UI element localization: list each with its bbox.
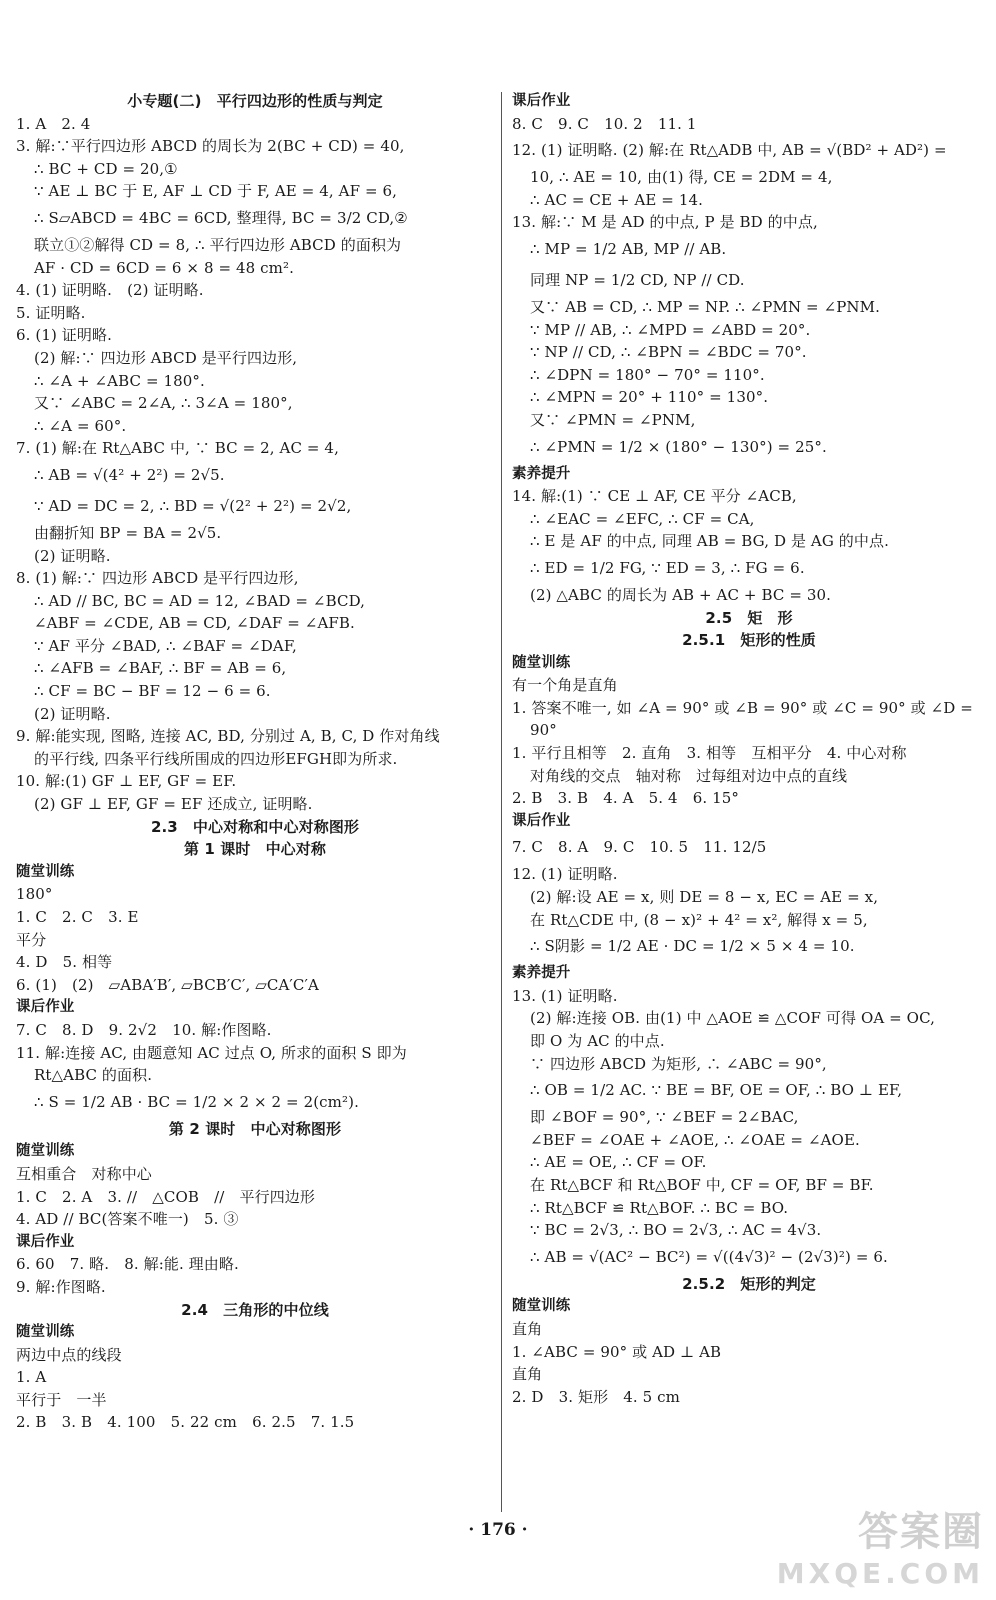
- right-line: 13. (1) 证明略.: [512, 986, 618, 1005]
- right-line: 2. B 3. B 4. A 5. 4 6. 15°: [512, 789, 740, 808]
- right-heading: 2.5.2 矩形的判定: [682, 1274, 816, 1293]
- left-line: (2) 证明略.: [34, 704, 111, 723]
- left-line: 4. (1) 证明略. (2) 证明略.: [16, 281, 204, 300]
- left-line: ∴ S▱ABCD = 4BC = 6CD, 整理得, BC = 3/2 CD,②: [34, 208, 408, 227]
- left-line: 平行于 一半: [16, 1390, 107, 1409]
- left-line: (2) 证明略.: [34, 546, 111, 565]
- left-heading: 随堂训练: [16, 1143, 75, 1160]
- left-line: ∵ AF 平分 ∠BAD, ∴ ∠BAF = ∠DAF,: [34, 636, 297, 655]
- right-line: ∴ ∠EAC = ∠EFC, ∴ CF = CA,: [530, 509, 755, 528]
- right-line: ∵ BC = 2√3, ∴ BO = 2√3, ∴ AC = 4√3.: [530, 1221, 822, 1240]
- left-line: ∵ AE ⊥ BC 于 E, AF ⊥ CD 于 F, AE = 4, AF = 6,: [34, 182, 397, 201]
- column-divider: [501, 92, 502, 1512]
- left-line: 互相重合 对称中心: [16, 1164, 152, 1183]
- left-line: 10. 解:(1) GF ⊥ EF, GF = EF.: [16, 772, 237, 791]
- right-line: ∵ NP // CD, ∴ ∠BPN = ∠BDC = 70°.: [530, 343, 807, 362]
- right-line: 8. C 9. C 10. 2 11. 1: [512, 114, 697, 133]
- left-line: 7. (1) 解:在 Rt△ABC 中, ∵ BC = 2, AC = 4,: [16, 439, 339, 458]
- left-line: ∴ AD // BC, BC = AD = 12, ∠BAD = ∠BCD,: [34, 591, 366, 610]
- right-line: ∴ ∠MPN = 20° + 110° = 130°.: [530, 388, 769, 407]
- left-line: 6. (1) 证明略.: [16, 326, 112, 345]
- right-line: ∴ Rt△BCF ≌ Rt△BOF. ∴ BC = BO.: [530, 1198, 789, 1217]
- watermark: [777, 1500, 984, 1590]
- left-line: 8. (1) 解:∵ 四边形 ABCD 是平行四边形,: [16, 569, 299, 588]
- left-heading: 随堂训练: [16, 1324, 75, 1341]
- left-line: AF · CD = 6CD = 6 × 8 = 48 cm².: [34, 258, 294, 277]
- left-line: 11. 解:连接 AC, 由题意知 AC 过点 O, 所求的面积 S 即为: [16, 1043, 407, 1062]
- right-heading: 课后作业: [512, 93, 571, 109]
- right-line: 直角: [512, 1319, 543, 1338]
- right-line: ∠BEF = ∠OAE + ∠AOE, ∴ ∠OAE = ∠AOE.: [530, 1130, 860, 1149]
- left-line: 联立①②解得 CD = 8, ∴ 平行四边形 ABCD 的面积为: [34, 235, 402, 254]
- right-heading: 2.5 矩 形: [705, 608, 793, 627]
- left-line: ∴ ∠A = 60°.: [34, 416, 127, 435]
- left-line: 两边中点的线段: [16, 1345, 122, 1364]
- right-line: ∴ OB = 1/2 AC. ∵ BE = BF, OE = OF, ∴ BO ⊥ EF,: [530, 1081, 903, 1100]
- right-line: 同理 NP = 1/2 CD, NP // CD.: [530, 270, 745, 289]
- right-line: ∴ E 是 AF 的中点, 同理 AB = BG, D 是 AG 的中点.: [530, 532, 889, 551]
- left-line: (2) GF ⊥ EF, GF = EF 还成立, 证明略.: [34, 795, 313, 814]
- left-line: 9. 解:能实现, 图略, 连接 AC, BD, 分别过 A, B, C, D 作对角线: [16, 727, 440, 746]
- left-line: 1. C 2. A 3. // △COB // 平行四边形: [16, 1187, 315, 1206]
- page-number: · 176 ·: [468, 1520, 528, 1540]
- right-line: 12. (1) 证明略.: [512, 865, 618, 884]
- right-line: (2) 解:连接 OB. 由(1) 中 △AOE ≌ △COF 可得 OA = OC,: [530, 1009, 935, 1028]
- right-heading: 随堂训练: [512, 1298, 571, 1315]
- left-heading: 第 1 课时 中心对称: [184, 840, 326, 859]
- left-heading: 随堂训练: [16, 863, 75, 880]
- left-line: 4. AD // BC(答案不唯一) 5. ③: [16, 1210, 239, 1229]
- right-line: 即 O 为 AC 的中点.: [530, 1032, 665, 1050]
- right-line: 14. 解:(1) ∵ CE ⊥ AF, CE 平分 ∠ACB,: [512, 487, 797, 506]
- right-line: 在 Rt△BCF 和 Rt△BOF 中, CF = OF, BF = BF.: [530, 1175, 874, 1194]
- right-line: ∴ ED = 1/2 FG, ∵ ED = 3, ∴ FG = 6.: [530, 558, 805, 577]
- right-line: 13. 解:∵ M 是 AD 的中点, P 是 BD 的中点,: [512, 213, 818, 232]
- left-line: 5. 证明略.: [16, 303, 86, 322]
- left-heading: 课后作业: [16, 1233, 75, 1250]
- right-heading: 随堂训练: [512, 654, 571, 671]
- right-line: 1. 答案不唯一, 如 ∠A = 90° 或 ∠B = 90° 或 ∠C = 90° 或 ∠D =: [512, 698, 973, 717]
- watermark-logo-text: 答案圈: [858, 1509, 984, 1555]
- left-line: 平分: [16, 930, 47, 949]
- right-line: 12. (1) 证明略. (2) 解:在 Rt△ADB 中, AB = √(BD² + AD²) =: [512, 141, 947, 160]
- right-heading: 课后作业: [512, 812, 571, 829]
- left-heading: 2.3 中心对称和中心对称图形: [150, 817, 360, 836]
- left-line: 1. C 2. C 3. E: [16, 908, 139, 926]
- right-line: 又∵ ∠PMN = ∠PNM,: [530, 410, 696, 429]
- right-line: 7. C 8. A 9. C 10. 5 11. 12/5: [512, 838, 767, 857]
- left-line: ∴ CF = BC − BF = 12 − 6 = 6.: [34, 682, 271, 701]
- left-heading: 课后作业: [16, 999, 75, 1016]
- right-line: ∴ S阴影 = 1/2 AE · DC = 1/2 × 5 × 4 = 10.: [530, 937, 855, 956]
- left-line: 2. B 3. B 4. 100 5. 22 cm 6. 2.5 7. 1.5: [16, 1413, 355, 1432]
- left-heading: 2.4 三角形的中位线: [181, 1300, 329, 1319]
- watermark-url: MXQE.COM: [776, 1557, 984, 1590]
- left-line: ∵ AD = DC = 2, ∴ BD = √(2² + 2²) = 2√2,: [34, 496, 352, 515]
- left-line: 6. 60 7. 略. 8. 解:能. 理由略.: [16, 1255, 239, 1274]
- left-line: ∴ BC + CD = 20,①: [34, 159, 178, 178]
- right-line: ∴ AC = CE + AE = 14.: [530, 190, 703, 209]
- left-line: 6. (1) (2) ▱ABA′B′, ▱BCB′C′, ▱CA′C′A: [16, 975, 319, 994]
- right-line: 2. D 3. 矩形 4. 5 cm: [512, 1387, 681, 1406]
- left-line: 1. A 2. 4: [16, 114, 91, 133]
- left-line: 9. 解:作图略.: [16, 1277, 106, 1296]
- left-column: [16, 90, 494, 1434]
- right-line: 即 ∠BOF = 90°, ∵ ∠BEF = 2∠BAC,: [530, 1108, 799, 1127]
- right-line: 在 Rt△CDE 中, (8 − x)² + 4² = x², 解得 x = 5,: [530, 910, 868, 929]
- right-line: (2) 解:设 AE = x, 则 DE = 8 − x, EC = AE = x,: [530, 888, 879, 907]
- left-line: (2) 解:∵ 四边形 ABCD 是平行四边形,: [34, 348, 298, 367]
- right-line: ∴ AB = √(AC² − BC²) = √((4√3)² − (2√3)²) = 6.: [530, 1247, 888, 1266]
- right-line: ∵ MP // AB, ∴ ∠MPD = ∠ABD = 20°.: [530, 320, 811, 339]
- right-line: 10, ∴ AE = 10, 由(1) 得, CE = 2DM = 4,: [530, 168, 833, 187]
- right-line: 又∵ AB = CD, ∴ MP = NP. ∴ ∠PMN = ∠PNM.: [530, 297, 880, 316]
- right-line: ∴ MP = 1/2 AB, MP // AB.: [530, 239, 727, 258]
- left-line: 180°: [16, 885, 53, 904]
- right-line: 1. ∠ABC = 90° 或 AD ⊥ AB: [512, 1342, 722, 1361]
- right-line: ∴ ∠PMN = 1/2 × (180° − 130°) = 25°.: [530, 437, 827, 456]
- right-line: 有一个角是直角: [512, 676, 618, 695]
- left-line: ∴ S = 1/2 AB · BC = 1/2 × 2 × 2 = 2(cm²).: [34, 1092, 359, 1111]
- left-line: 的平行线, 四条平行线所围成的四边形EFGH即为所求.: [34, 749, 398, 768]
- left-line: ∠ABF = ∠CDE, AB = CD, ∠DAF = ∠AFB.: [34, 614, 355, 633]
- right-line: 1. 平行且相等 2. 直角 3. 相等 互相平分 4. 中心对称: [512, 744, 907, 763]
- right-line: (2) △ABC 的周长为 AB + AC + BC = 30.: [530, 585, 832, 604]
- right-line: ∵ 四边形 ABCD 为矩形, ∴ ∠ABC = 90°,: [530, 1054, 827, 1073]
- left-heading: 小专题(二) 平行四边形的性质与判定: [127, 92, 383, 110]
- right-line: 90°: [530, 721, 557, 740]
- left-heading: 第 2 课时 中心对称图形: [168, 1119, 342, 1138]
- right-heading: 素养提升: [512, 965, 571, 982]
- right-line: ∴ AE = OE, ∴ CF = OF.: [530, 1153, 707, 1172]
- left-line: 4. D 5. 相等: [16, 953, 113, 972]
- left-line: ∴ AB = √(4² + 2²) = 2√5.: [34, 465, 225, 484]
- right-heading: 素养提升: [512, 465, 571, 482]
- right-line: ∴ ∠DPN = 180° − 70° = 110°.: [530, 365, 765, 384]
- right-line: 直角: [512, 1365, 543, 1384]
- right-line: 对角线的交点 轴对称 过每组对边中点的直线: [530, 766, 848, 785]
- left-line: 又∵ ∠ABC = 2∠A, ∴ 3∠A = 180°,: [34, 394, 293, 413]
- right-heading: 2.5.1 矩形的性质: [682, 631, 816, 650]
- left-line: ∴ ∠AFB = ∠BAF, ∴ BF = AB = 6,: [34, 659, 287, 678]
- left-line: 7. C 8. D 9. 2√2 10. 解:作图略.: [16, 1020, 272, 1039]
- left-line: ∴ ∠A + ∠ABC = 180°.: [34, 371, 205, 390]
- left-line: 由翻折知 BP = BA = 2√5.: [34, 523, 222, 542]
- left-line: 3. 解:∵平行四边形 ABCD 的周长为 2(BC + CD) = 40,: [16, 137, 405, 156]
- left-line: 1. A: [16, 1368, 47, 1387]
- left-line: Rt△ABC 的面积.: [34, 1066, 153, 1085]
- right-column: [512, 90, 986, 1408]
